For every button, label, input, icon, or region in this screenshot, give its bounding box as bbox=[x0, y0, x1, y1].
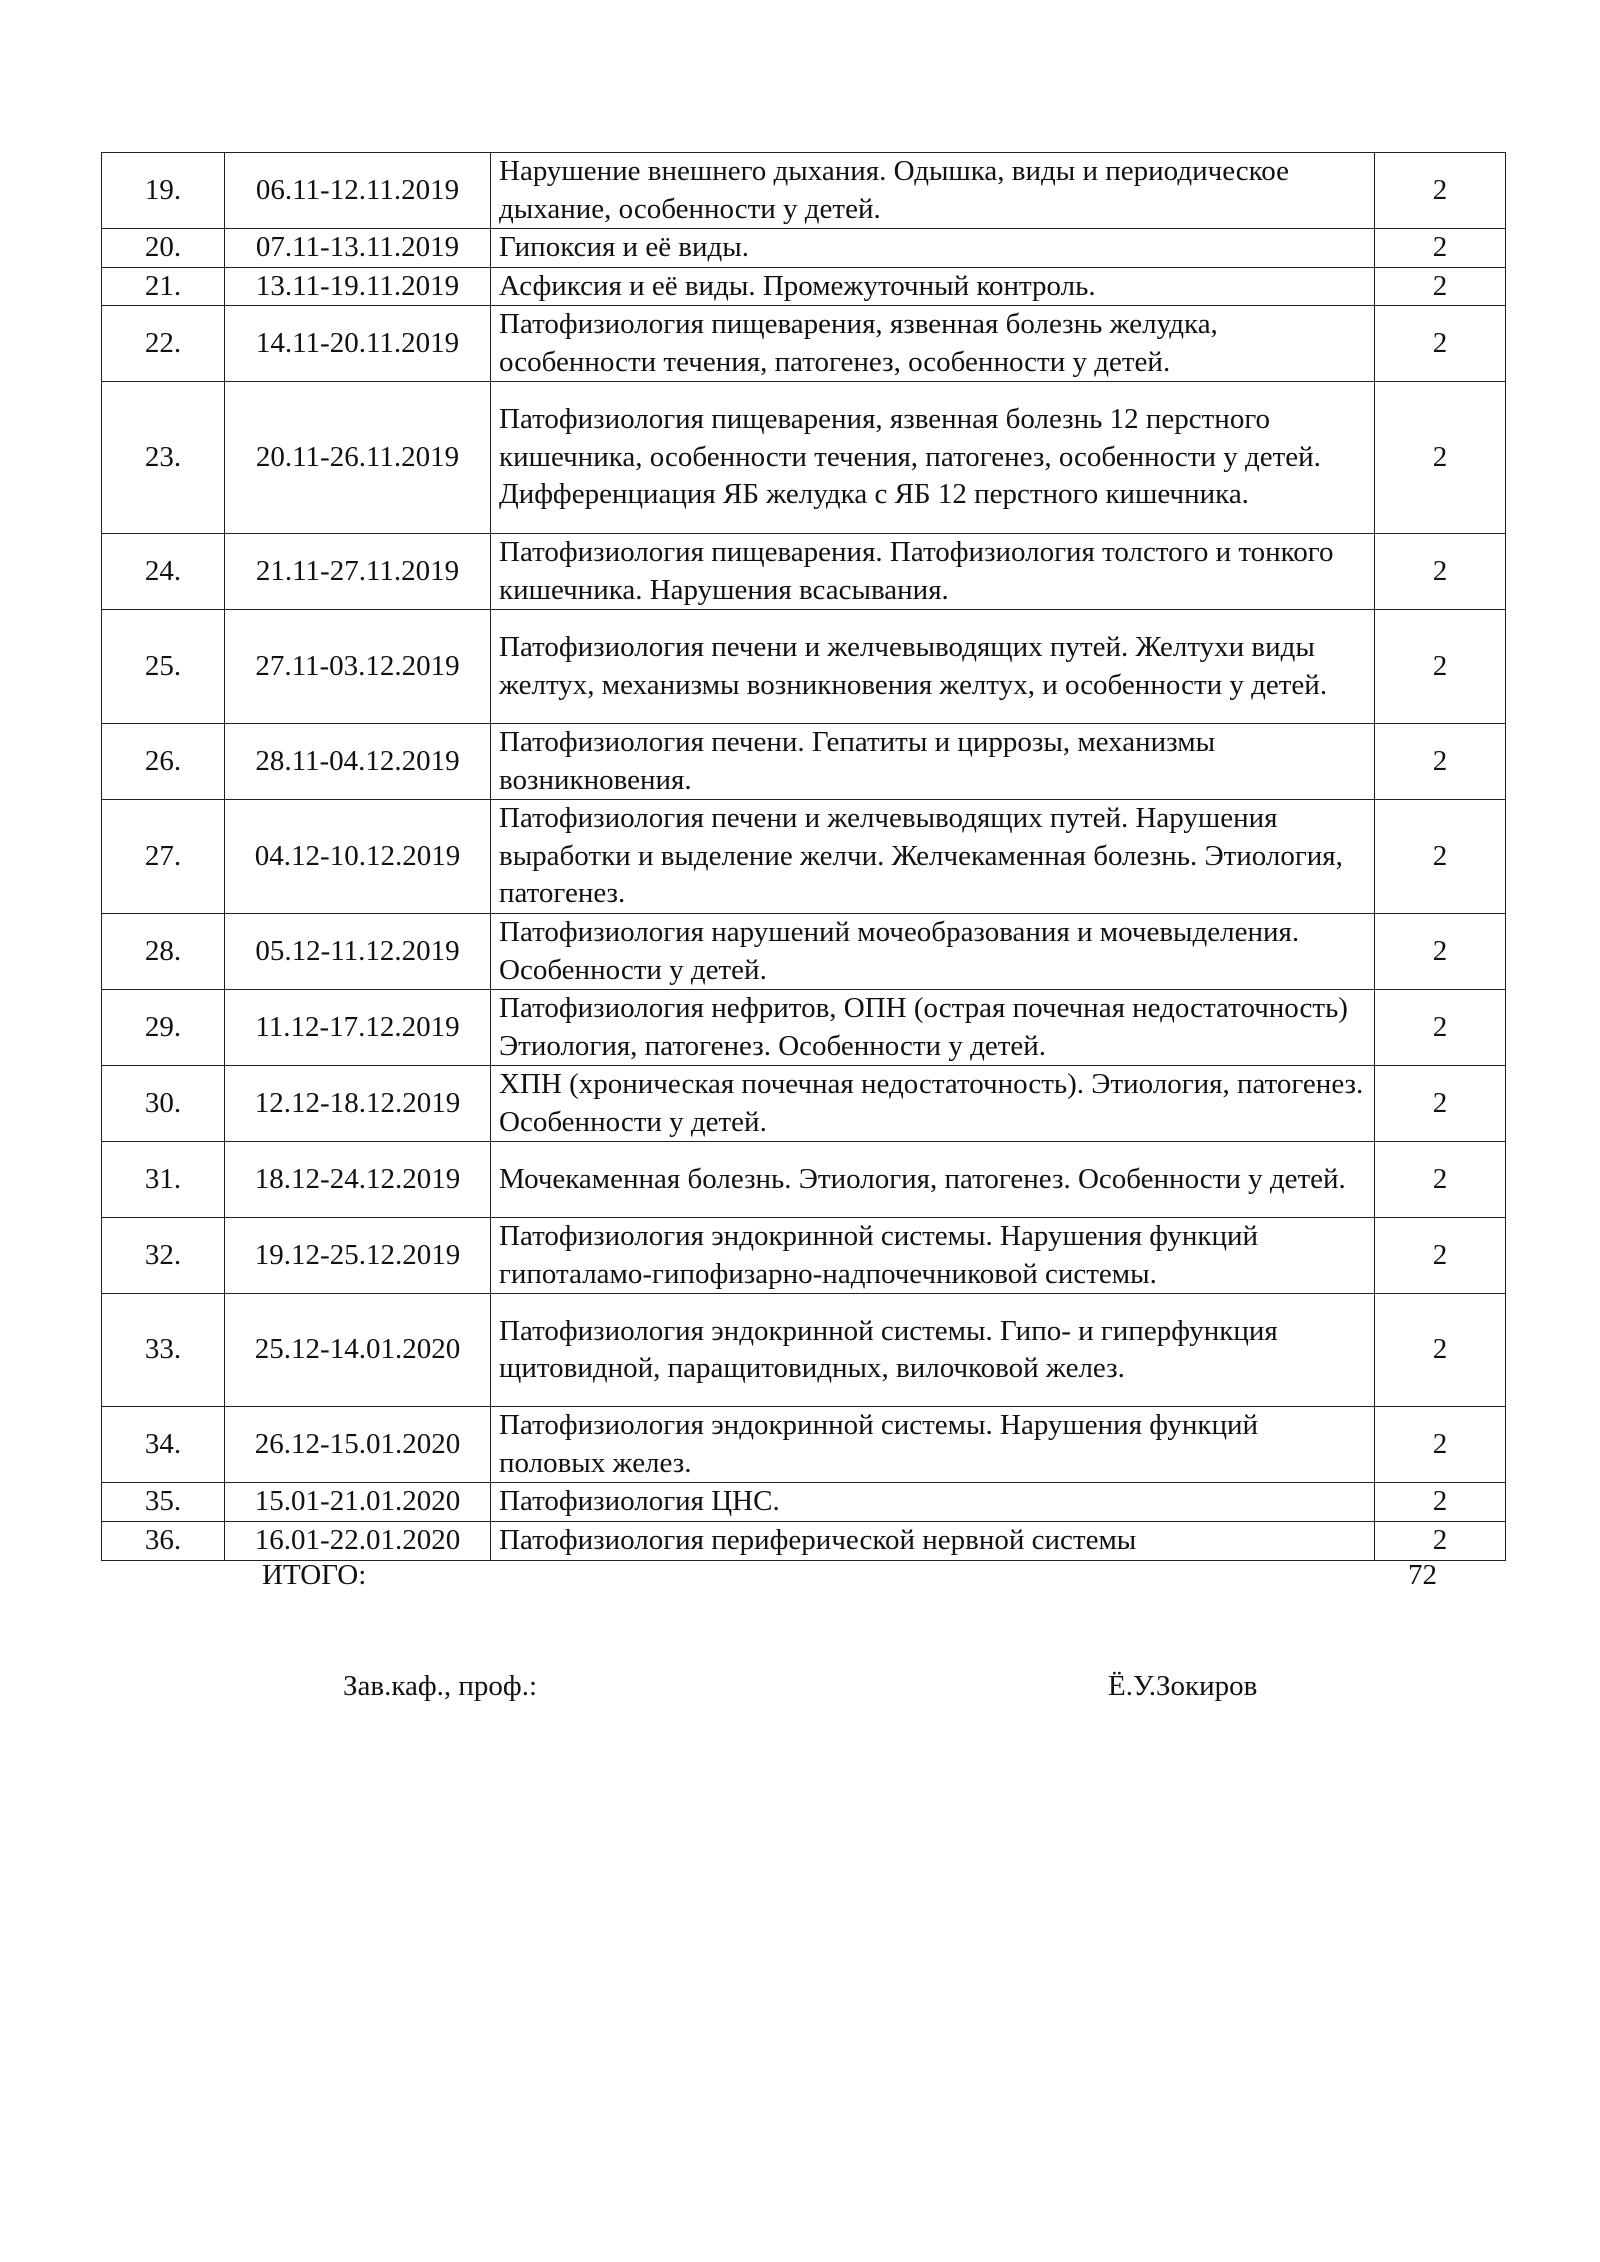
row-hours: 2 bbox=[1375, 229, 1506, 268]
row-number: 29. bbox=[102, 990, 225, 1066]
row-dates: 27.11-03.12.2019 bbox=[225, 610, 491, 724]
row-topic: Патофизиология печени и желчевыводящих путей. Нарушения выработки и выделение желчи. Желчекаменная болезнь. Этиология, патогенез. bbox=[491, 800, 1375, 914]
row-dates: 25.12-14.01.2020 bbox=[225, 1294, 491, 1407]
row-topic: Патофизиология ЦНС. bbox=[491, 1483, 1375, 1522]
table-row bbox=[102, 1294, 1506, 1407]
row-hours: 2 bbox=[1375, 1521, 1506, 1560]
signature-name: Ё.У.Зокиров bbox=[1108, 1670, 1258, 1702]
signature-title: Зав.каф., проф.: bbox=[343, 1670, 538, 1702]
row-dates: 18.12-24.12.2019 bbox=[225, 1142, 491, 1218]
table-row bbox=[102, 267, 1506, 306]
row-topic: Гипоксия и её виды. bbox=[491, 229, 1375, 268]
row-hours: 2 bbox=[1375, 1142, 1506, 1218]
table-row bbox=[102, 153, 1506, 229]
row-topic: Асфиксия и её виды. Промежуточный контроль. bbox=[491, 267, 1375, 306]
table-row bbox=[102, 724, 1506, 800]
row-topic: Патофизиология пищеварения. Патофизиология толстого и тонкого кишечника. Нарушения всасывания. bbox=[491, 534, 1375, 610]
row-topic: Патофизиология эндокринной системы. Нарушения функций половых желез. bbox=[491, 1407, 1375, 1483]
row-hours: 2 bbox=[1375, 990, 1506, 1066]
row-number: 31. bbox=[102, 1142, 225, 1218]
row-hours: 2 bbox=[1375, 267, 1506, 306]
row-hours: 2 bbox=[1375, 153, 1506, 229]
table-row bbox=[102, 1066, 1506, 1142]
total-label: ИТОГО: bbox=[262, 1559, 367, 1591]
row-number: 19. bbox=[102, 153, 225, 229]
row-hours: 2 bbox=[1375, 800, 1506, 914]
row-topic: Нарушение внешнего дыхания. Одышка, виды и периодическое дыхание, особенности у детей. bbox=[491, 153, 1375, 229]
total-value: 72 bbox=[1408, 1559, 1437, 1591]
row-number: 20. bbox=[102, 229, 225, 268]
row-topic: Патофизиология печени. Гепатиты и циррозы, механизмы возникновения. bbox=[491, 724, 1375, 800]
row-dates: 06.11-12.11.2019 bbox=[225, 153, 491, 229]
row-hours: 2 bbox=[1375, 382, 1506, 534]
row-hours: 2 bbox=[1375, 306, 1506, 382]
table-row bbox=[102, 382, 1506, 534]
table-row bbox=[102, 306, 1506, 382]
table-row bbox=[102, 914, 1506, 990]
row-topic: Патофизиология нарушений мочеобразования и мочевыделения. Особенности у детей. bbox=[491, 914, 1375, 990]
row-hours: 2 bbox=[1375, 610, 1506, 724]
row-hours: 2 bbox=[1375, 724, 1506, 800]
row-number: 26. bbox=[102, 724, 225, 800]
table-row bbox=[102, 800, 1506, 914]
row-number: 27. bbox=[102, 800, 225, 914]
schedule-rows bbox=[102, 153, 1506, 1561]
schedule-table bbox=[101, 152, 1506, 1561]
row-topic: ХПН (хроническая почечная недостаточность). Этиология, патогенез. Особенности у детей. bbox=[491, 1066, 1375, 1142]
table-row bbox=[102, 534, 1506, 610]
row-number: 28. bbox=[102, 914, 225, 990]
row-dates: 14.11-20.11.2019 bbox=[225, 306, 491, 382]
row-dates: 07.11-13.11.2019 bbox=[225, 229, 491, 268]
row-topic: Патофизиология эндокринной системы. Гипо- и гиперфункция щитовидной, паращитовидных, вилочковой желез. bbox=[491, 1294, 1375, 1407]
row-number: 30. bbox=[102, 1066, 225, 1142]
row-topic: Патофизиология печени и желчевыводящих путей. Желтухи виды желтух, механизмы возникновения желтух, и особенности у детей. bbox=[491, 610, 1375, 724]
row-dates: 12.12-18.12.2019 bbox=[225, 1066, 491, 1142]
table-row bbox=[102, 1407, 1506, 1483]
row-hours: 2 bbox=[1375, 1218, 1506, 1294]
row-dates: 05.12-11.12.2019 bbox=[225, 914, 491, 990]
row-dates: 19.12-25.12.2019 bbox=[225, 1218, 491, 1294]
row-dates: 11.12-17.12.2019 bbox=[225, 990, 491, 1066]
table-row bbox=[102, 1142, 1506, 1218]
row-number: 33. bbox=[102, 1294, 225, 1407]
row-hours: 2 bbox=[1375, 1066, 1506, 1142]
row-topic: Патофизиология пищеварения, язвенная болезнь 12 перстного кишечника, особенности течения, патогенез, особенности у детей. Дифференциация ЯБ желудка с ЯБ 12 перстного кишечника. bbox=[491, 382, 1375, 534]
row-number: 35. bbox=[102, 1483, 225, 1522]
row-dates: 04.12-10.12.2019 bbox=[225, 800, 491, 914]
table-row bbox=[102, 990, 1506, 1066]
row-dates: 13.11-19.11.2019 bbox=[225, 267, 491, 306]
row-topic: Патофизиология периферической нервной системы bbox=[491, 1521, 1375, 1560]
row-number: 32. bbox=[102, 1218, 225, 1294]
row-dates: 21.11-27.11.2019 bbox=[225, 534, 491, 610]
row-number: 22. bbox=[102, 306, 225, 382]
row-number: 25. bbox=[102, 610, 225, 724]
row-topic: Патофизиология пищеварения, язвенная болезнь желудка, особенности течения, патогенез, особенности у детей. bbox=[491, 306, 1375, 382]
table-row bbox=[102, 1218, 1506, 1294]
row-number: 36. bbox=[102, 1521, 225, 1560]
row-dates: 28.11-04.12.2019 bbox=[225, 724, 491, 800]
row-dates: 15.01-21.01.2020 bbox=[225, 1483, 491, 1522]
row-hours: 2 bbox=[1375, 1407, 1506, 1483]
table-row bbox=[102, 1483, 1506, 1522]
table-row bbox=[102, 1521, 1506, 1560]
row-dates: 16.01-22.01.2020 bbox=[225, 1521, 491, 1560]
table-row bbox=[102, 610, 1506, 724]
row-number: 34. bbox=[102, 1407, 225, 1483]
row-hours: 2 bbox=[1375, 1294, 1506, 1407]
row-hours: 2 bbox=[1375, 914, 1506, 990]
table-row bbox=[102, 229, 1506, 268]
row-topic: Патофизиология эндокринной системы. Нарушения функций гипоталамо-гипофизарно-надпочечниковой системы. bbox=[491, 1218, 1375, 1294]
row-dates: 20.11-26.11.2019 bbox=[225, 382, 491, 534]
row-dates: 26.12-15.01.2020 bbox=[225, 1407, 491, 1483]
row-topic: Мочекаменная болезнь. Этиология, патогенез. Особенности у детей. bbox=[491, 1142, 1375, 1218]
row-topic: Патофизиология нефритов, ОПН (острая почечная недостаточность) Этиология, патогенез. Особенности у детей. bbox=[491, 990, 1375, 1066]
row-number: 21. bbox=[102, 267, 225, 306]
row-number: 23. bbox=[102, 382, 225, 534]
row-hours: 2 bbox=[1375, 534, 1506, 610]
row-number: 24. bbox=[102, 534, 225, 610]
row-hours: 2 bbox=[1375, 1483, 1506, 1522]
